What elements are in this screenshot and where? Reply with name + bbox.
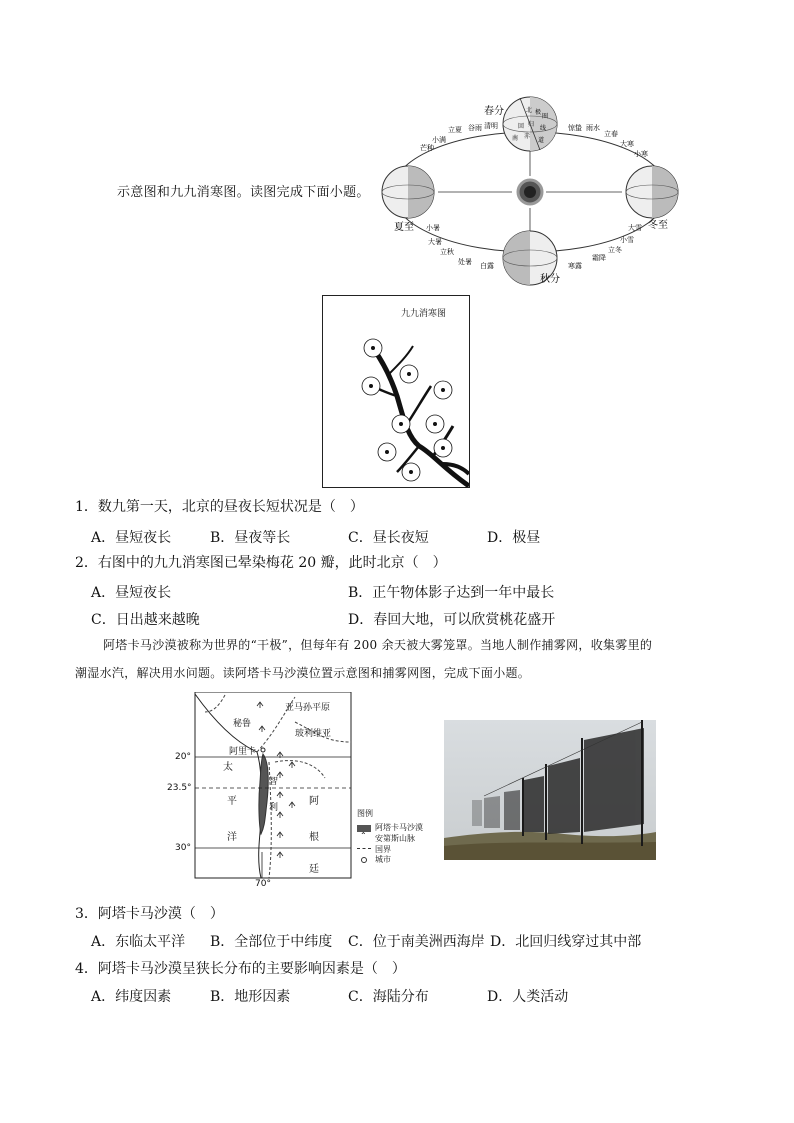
globe-label: 归 bbox=[528, 121, 535, 128]
question-1-stem: 1．数九第一天，北京的昼夜长短状况是（ ） bbox=[75, 499, 364, 515]
term: 小雪 bbox=[620, 236, 634, 244]
label-autumn: 秋分 bbox=[540, 274, 560, 285]
legend-city: 城市 bbox=[375, 855, 391, 864]
map-legend bbox=[357, 808, 441, 870]
term: 清明 bbox=[484, 122, 498, 130]
sun-core bbox=[524, 186, 536, 198]
q3-option-b[interactable]: B．全部位于中纬度 bbox=[210, 934, 333, 950]
globe-label: 道 bbox=[538, 137, 545, 144]
mountain-icon: ⌃ bbox=[360, 831, 367, 840]
term: 立冬 bbox=[608, 246, 622, 254]
q1-option-a[interactable]: A．昼短夜长 bbox=[91, 530, 172, 546]
globe-winter-solstice bbox=[626, 166, 678, 218]
question-3-stem: 3．阿塔卡马沙漠（ ） bbox=[75, 906, 224, 922]
globe-summer-solstice bbox=[382, 166, 434, 218]
question-2-stem: 2．右图中的九九消寒图已晕染梅花 20 瓣，此时北京（ ） bbox=[75, 555, 447, 571]
label-peru: 秘鲁 bbox=[233, 719, 252, 729]
q1-option-c[interactable]: C．昼长夜短 bbox=[348, 530, 429, 546]
passage-line-2: 潮湿水汽，解决用水问题。读阿塔卡马沙漠位置示意图和捕雾网图，完成下面小题。 bbox=[75, 666, 531, 680]
q2-option-a[interactable]: A．昼短夜长 bbox=[91, 585, 172, 601]
q2-option-b[interactable]: B．正午物体影子达到一年中最长 bbox=[348, 585, 555, 601]
passage-line-1: 阿塔卡马沙漠被称为世界的“干极”，但每年有 200 余天被大雾笼罩。当地人制作捕雾网，收集雾里的 bbox=[103, 638, 653, 652]
label-amazon: 亚马孙平原 bbox=[285, 703, 331, 713]
fog-net-photo bbox=[444, 720, 656, 860]
q4-option-c[interactable]: C．海陆分布 bbox=[348, 989, 429, 1005]
city-icon bbox=[361, 857, 367, 863]
label-chile-1: 智 bbox=[269, 777, 279, 787]
label-arica: 阿里卡 bbox=[229, 747, 257, 757]
label-chile-2: 利 bbox=[269, 803, 279, 813]
label-spring: 春分 bbox=[484, 106, 504, 117]
label-argentina-2: 根 bbox=[309, 832, 319, 843]
legend-andes: 安第斯山脉 bbox=[375, 834, 415, 843]
legend-border-line bbox=[357, 848, 371, 849]
term: 霜降 bbox=[592, 254, 606, 262]
plum-branch-illustration bbox=[323, 296, 469, 487]
term: 谷雨 bbox=[468, 124, 482, 132]
legend-title: 图例 bbox=[357, 809, 373, 818]
term: 小满 bbox=[432, 136, 446, 144]
globe-label: 南 bbox=[512, 135, 519, 142]
term: 处暑 bbox=[458, 258, 472, 266]
term: 大暑 bbox=[428, 238, 442, 246]
term: 立秋 bbox=[440, 248, 454, 256]
term: 立夏 bbox=[448, 126, 462, 134]
term: 白露 bbox=[480, 262, 494, 270]
label-bolivia: 玻利维亚 bbox=[295, 729, 332, 739]
globe-label: 北 bbox=[526, 107, 533, 114]
earth-orbit-diagram bbox=[380, 94, 690, 286]
label-pacific-1: 太 bbox=[223, 762, 233, 773]
q1-option-d[interactable]: D．极昼 bbox=[487, 530, 541, 546]
term: 立春 bbox=[604, 130, 618, 138]
lat-30: 30° bbox=[175, 843, 191, 853]
q4-option-d[interactable]: D．人类活动 bbox=[487, 989, 569, 1005]
term: 小寒 bbox=[634, 150, 648, 158]
q3-option-a[interactable]: A．东临太平洋 bbox=[91, 934, 186, 950]
atacama-location-map bbox=[165, 692, 355, 892]
label-argentina-3: 廷 bbox=[309, 864, 319, 875]
lat-23-5: 23.5° bbox=[167, 783, 192, 793]
q3-option-c[interactable]: C．位于南美洲西海岸 bbox=[348, 934, 485, 950]
q2-option-c[interactable]: C．日出越来越晚 bbox=[91, 612, 200, 628]
label-winter: 冬至 bbox=[648, 220, 668, 231]
term: 小暑 bbox=[426, 224, 440, 232]
plum-blossom-chart bbox=[322, 295, 470, 488]
legend-desert: 阿塔卡马沙漠 bbox=[375, 823, 423, 832]
globe-label: 圈 bbox=[542, 113, 549, 120]
term: 寒露 bbox=[568, 262, 582, 270]
label-summer: 夏至 bbox=[394, 222, 414, 233]
term: 雨水 bbox=[586, 124, 600, 132]
globe-label: 回 bbox=[518, 123, 525, 130]
intro-text: 示意图和九九消寒图。读图完成下面小题。 bbox=[117, 185, 370, 200]
question-4-stem: 4．阿塔卡马沙漠呈狭长分布的主要影响因素是（ ） bbox=[75, 961, 406, 977]
globe-label: 赤 bbox=[524, 133, 531, 140]
q1-option-b[interactable]: B．昼夜等长 bbox=[210, 530, 291, 546]
term: 大雪 bbox=[628, 224, 642, 232]
legend-border: 国界 bbox=[375, 845, 391, 854]
globe-label: 极 bbox=[535, 109, 542, 116]
term: 惊蛰 bbox=[568, 124, 582, 132]
q4-option-b[interactable]: B．地形因素 bbox=[210, 989, 291, 1005]
q4-option-a[interactable]: A．纬度因素 bbox=[91, 989, 172, 1005]
q3-option-d[interactable]: D．北回归线穿过其中部 bbox=[490, 934, 642, 950]
plum-title: 九九消寒图 bbox=[401, 309, 447, 319]
label-pacific-2: 平 bbox=[227, 796, 237, 807]
lat-20: 20° bbox=[175, 752, 191, 762]
label-pacific-3: 洋 bbox=[227, 832, 237, 843]
q2-option-d[interactable]: D．春回大地，可以欣赏桃花盛开 bbox=[348, 612, 556, 628]
term: 芒种 bbox=[420, 144, 434, 152]
lon-70: 70° bbox=[255, 879, 271, 889]
globe-label: 线 bbox=[540, 125, 547, 132]
term: 大寒 bbox=[620, 140, 634, 148]
label-argentina-1: 阿 bbox=[309, 796, 319, 807]
